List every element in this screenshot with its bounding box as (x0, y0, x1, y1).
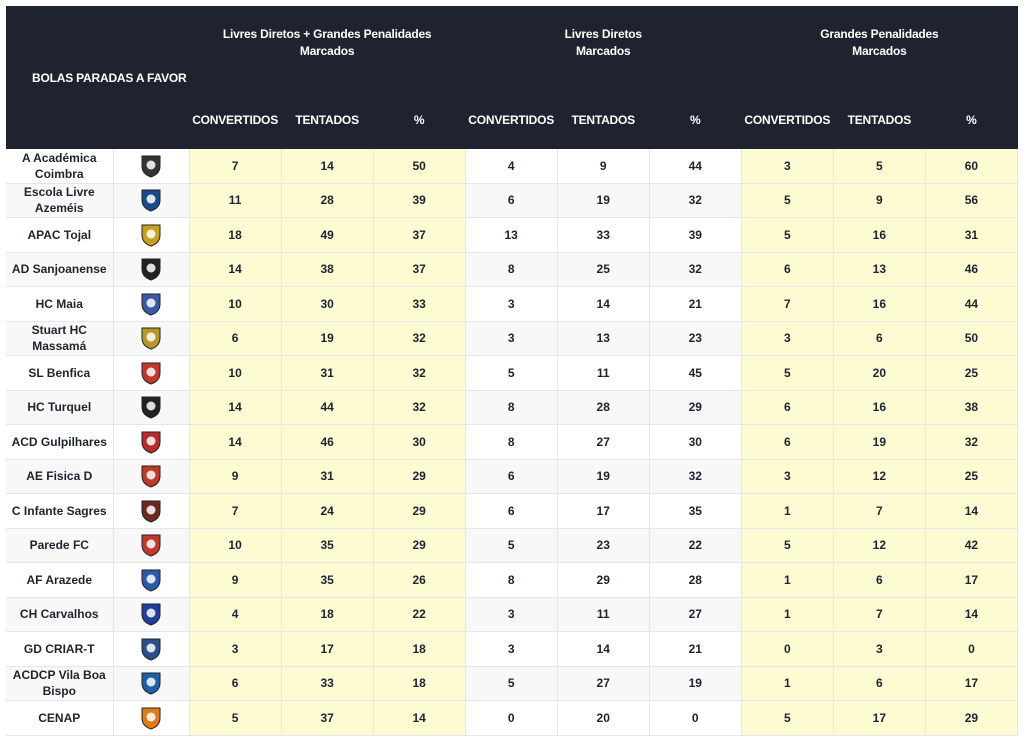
stat-cell: 20 (833, 356, 925, 391)
team-logo-cell (113, 632, 189, 667)
stat-cell: 49 (281, 218, 373, 253)
ad-sanjoanense-crest-icon (138, 256, 164, 282)
stat-cell: 46 (925, 252, 1017, 287)
stat-cell: 3 (833, 632, 925, 667)
stat-cell: 6 (833, 321, 925, 356)
stat-cell: 3 (741, 459, 833, 494)
stat-cell: 6 (741, 252, 833, 287)
stat-cell: 38 (925, 390, 1017, 425)
stat-cell: 0 (741, 632, 833, 667)
stat-cell: 23 (557, 528, 649, 563)
stat-cell: 17 (281, 632, 373, 667)
team-logo-cell (113, 356, 189, 391)
stat-cell: 19 (833, 425, 925, 460)
stat-cell: 28 (649, 563, 741, 598)
team-name[interactable]: ACD Gulpilhares (6, 425, 113, 460)
stat-cell: 31 (281, 356, 373, 391)
stat-cell: 8 (465, 563, 557, 598)
stat-cell: 44 (649, 149, 741, 183)
stat-cell: 46 (281, 425, 373, 460)
table-row (6, 632, 1018, 667)
group-header-penalties: Grandes Penalidades Marcados (741, 6, 1017, 91)
table-row (6, 390, 1018, 425)
stat-cell: 28 (281, 183, 373, 218)
stat-cell: 14 (557, 632, 649, 667)
stat-cell: 7 (189, 494, 281, 529)
stat-cell: 50 (373, 149, 465, 183)
team-name[interactable]: AD Sanjoanense (6, 252, 113, 287)
stat-cell: 29 (649, 390, 741, 425)
team-logo-cell (113, 597, 189, 632)
stat-cell: 30 (281, 287, 373, 322)
table-row (6, 287, 1018, 322)
stat-cell: 14 (189, 390, 281, 425)
stat-cell: 8 (465, 425, 557, 460)
stat-cell: 18 (189, 218, 281, 253)
ae-fisica-crest-icon (138, 463, 164, 489)
stat-cell: 11 (557, 597, 649, 632)
stat-cell: 5 (741, 701, 833, 736)
stat-cell: 3 (465, 321, 557, 356)
stat-cell: 21 (649, 287, 741, 322)
stat-cell: 29 (373, 459, 465, 494)
team-logo-cell (113, 563, 189, 598)
stat-cell: 9 (189, 459, 281, 494)
stat-cell: 28 (557, 390, 649, 425)
stat-cell: 5 (741, 218, 833, 253)
stat-cell: 18 (281, 597, 373, 632)
stat-cell: 1 (741, 563, 833, 598)
stat-cell: 33 (373, 287, 465, 322)
parede-fc-crest-icon (138, 532, 164, 558)
stat-cell: 44 (281, 390, 373, 425)
stat-cell: 0 (649, 701, 741, 736)
stat-cell: 12 (833, 459, 925, 494)
team-name[interactable]: CH Carvalhos (6, 597, 113, 632)
stat-cell: 29 (373, 528, 465, 563)
stat-cell: 14 (925, 597, 1017, 632)
stat-cell: 6 (189, 321, 281, 356)
table-row (6, 321, 1018, 356)
table-row (6, 459, 1018, 494)
stat-cell: 35 (281, 563, 373, 598)
stat-cell: 3 (741, 149, 833, 183)
af-arazede-crest-icon (138, 567, 164, 593)
stat-cell: 9 (189, 563, 281, 598)
stat-cell: 16 (833, 287, 925, 322)
stat-cell: 60 (925, 149, 1017, 183)
stat-cell: 14 (557, 287, 649, 322)
stat-cell: 30 (373, 425, 465, 460)
stat-cell: 13 (833, 252, 925, 287)
stat-cell: 0 (925, 632, 1017, 667)
col-header-percent[interactable]: % (373, 91, 465, 149)
stat-cell: 6 (189, 666, 281, 701)
team-name[interactable]: Parede FC (6, 528, 113, 563)
team-name[interactable]: Stuart HC Massamá (6, 321, 113, 356)
stat-cell: 24 (281, 494, 373, 529)
stat-cell: 29 (557, 563, 649, 598)
stat-cell: 25 (925, 459, 1017, 494)
stat-cell: 3 (741, 321, 833, 356)
team-logo-cell (113, 528, 189, 563)
stat-cell: 6 (833, 563, 925, 598)
stat-cell: 32 (373, 390, 465, 425)
col-header-converted[interactable]: CONVERTIDOS (465, 91, 557, 149)
hc-maia-crest-icon (138, 291, 164, 317)
stat-cell: 26 (373, 563, 465, 598)
stat-cell: 32 (649, 252, 741, 287)
stat-cell: 13 (557, 321, 649, 356)
group-header-direct-free-kicks: Livres Diretos Marcados (465, 6, 741, 91)
stat-cell: 32 (373, 321, 465, 356)
table-row (6, 356, 1018, 391)
hc-turquel-crest-icon (138, 394, 164, 420)
stat-cell: 19 (557, 183, 649, 218)
stat-cell: 27 (649, 597, 741, 632)
table-row (6, 666, 1018, 701)
stat-cell: 7 (741, 287, 833, 322)
stat-cell: 20 (557, 701, 649, 736)
stat-cell: 35 (281, 528, 373, 563)
team-name[interactable]: AE Fisica D (6, 459, 113, 494)
stat-cell: 0 (465, 701, 557, 736)
stat-cell: 6 (465, 459, 557, 494)
table-body (6, 149, 1018, 735)
stat-cell: 5 (189, 701, 281, 736)
team-logo-cell (113, 183, 189, 218)
cenap-crest-icon (138, 705, 164, 731)
stat-cell: 42 (925, 528, 1017, 563)
col-header-attempted[interactable]: TENTADOS (833, 91, 925, 149)
stat-cell: 14 (189, 252, 281, 287)
stat-cell: 8 (465, 252, 557, 287)
gd-criar-t-crest-icon (138, 636, 164, 662)
stat-cell: 39 (649, 218, 741, 253)
stat-cell: 1 (741, 597, 833, 632)
stat-cell: 6 (465, 183, 557, 218)
stat-cell: 30 (649, 425, 741, 460)
stuart-hc-crest-icon (138, 325, 164, 351)
table-row (6, 563, 1018, 598)
stat-cell: 8 (465, 390, 557, 425)
acdcp-vila-boa-crest-icon (138, 670, 164, 696)
team-name[interactable]: AF Arazede (6, 563, 113, 598)
team-name[interactable]: APAC Tojal (6, 218, 113, 253)
stat-cell: 17 (925, 666, 1017, 701)
stat-cell: 37 (281, 701, 373, 736)
stat-cell: 32 (649, 183, 741, 218)
stat-cell: 4 (465, 149, 557, 183)
table-row (6, 425, 1018, 460)
stat-cell: 7 (833, 494, 925, 529)
stat-cell: 12 (833, 528, 925, 563)
stat-cell: 14 (373, 701, 465, 736)
col-header-attempted[interactable]: TENTADOS (281, 91, 373, 149)
stat-cell: 10 (189, 356, 281, 391)
stat-cell: 3 (465, 597, 557, 632)
stat-cell: 6 (465, 494, 557, 529)
stat-cell: 6 (741, 390, 833, 425)
stat-cell: 19 (649, 666, 741, 701)
stat-cell: 17 (833, 701, 925, 736)
team-logo-cell (113, 425, 189, 460)
stat-cell: 19 (281, 321, 373, 356)
stat-cell: 31 (281, 459, 373, 494)
stat-cell: 5 (741, 183, 833, 218)
stat-cell: 38 (281, 252, 373, 287)
stat-cell: 6 (833, 666, 925, 701)
stat-cell: 44 (925, 287, 1017, 322)
team-logo-cell (113, 459, 189, 494)
stat-cell: 23 (649, 321, 741, 356)
infante-sagres-crest-icon (138, 498, 164, 524)
ch-carvalhos-crest-icon (138, 601, 164, 627)
stat-cell: 39 (373, 183, 465, 218)
stat-cell: 1 (741, 494, 833, 529)
col-header-percent[interactable]: % (649, 91, 741, 149)
stat-cell: 27 (557, 425, 649, 460)
stat-cell: 32 (373, 356, 465, 391)
set-pieces-table (6, 6, 1018, 736)
group-header-total: Livres Diretos + Grandes Penalidades Marcados (189, 6, 465, 91)
stat-cell: 16 (833, 218, 925, 253)
table-row (6, 494, 1018, 529)
stat-cell: 37 (373, 252, 465, 287)
team-name[interactable]: HC Turquel (6, 390, 113, 425)
stat-cell: 13 (465, 218, 557, 253)
stat-cell: 9 (833, 183, 925, 218)
stat-cell: 37 (373, 218, 465, 253)
stat-cell: 29 (925, 701, 1017, 736)
table-row (6, 701, 1018, 736)
stat-cell: 14 (281, 149, 373, 183)
escola-livre-crest-icon (138, 187, 164, 213)
stat-cell: 3 (465, 632, 557, 667)
table-row (6, 183, 1018, 218)
stat-cell: 21 (649, 632, 741, 667)
team-logo-cell (113, 252, 189, 287)
stat-cell: 17 (925, 563, 1017, 598)
stat-cell: 22 (649, 528, 741, 563)
stat-cell: 35 (649, 494, 741, 529)
apac-tojal-crest-icon (138, 222, 164, 248)
stat-cell: 6 (741, 425, 833, 460)
stat-cell: 22 (373, 597, 465, 632)
acd-gulpilhares-crest-icon (138, 429, 164, 455)
team-logo-cell (113, 287, 189, 322)
team-logo-cell (113, 390, 189, 425)
team-logo-cell (113, 666, 189, 701)
stat-cell: 5 (465, 528, 557, 563)
stat-cell: 50 (925, 321, 1017, 356)
team-logo-cell (113, 321, 189, 356)
team-name[interactable]: ACDCP Vila Boa Bispo (6, 666, 113, 701)
stat-cell: 5 (741, 528, 833, 563)
team-name[interactable]: Escola Livre Azeméis (6, 183, 113, 218)
stat-cell: 19 (557, 459, 649, 494)
stat-cell: 33 (281, 666, 373, 701)
stat-cell: 10 (189, 528, 281, 563)
stat-cell: 7 (189, 149, 281, 183)
col-header-attempted[interactable]: TENTADOS (557, 91, 649, 149)
table-row (6, 149, 1018, 183)
stat-cell: 17 (557, 494, 649, 529)
stat-cell: 11 (189, 183, 281, 218)
stat-cell: 45 (649, 356, 741, 391)
team-logo-cell (113, 701, 189, 736)
stat-cell: 25 (557, 252, 649, 287)
team-name[interactable]: GD CRIAR-T (6, 632, 113, 667)
stat-cell: 1 (741, 666, 833, 701)
stat-cell: 33 (557, 218, 649, 253)
stat-cell: 5 (465, 356, 557, 391)
stat-cell: 18 (373, 632, 465, 667)
academica-crest-icon (138, 153, 164, 179)
team-name[interactable]: A Académica Coimbra (6, 149, 113, 183)
stat-cell: 5 (833, 149, 925, 183)
stat-cell: 3 (189, 632, 281, 667)
stat-cell: 14 (189, 425, 281, 460)
table-row (6, 252, 1018, 287)
stat-cell: 18 (373, 666, 465, 701)
team-logo-cell (113, 149, 189, 183)
stat-cell: 14 (925, 494, 1017, 529)
stat-cell: 32 (649, 459, 741, 494)
stat-cell: 7 (833, 597, 925, 632)
stat-cell: 32 (925, 425, 1017, 460)
stat-cell: 9 (557, 149, 649, 183)
table-row (6, 597, 1018, 632)
team-name[interactable]: C Infante Sagres (6, 494, 113, 529)
stat-cell: 3 (465, 287, 557, 322)
stat-cell: 56 (925, 183, 1017, 218)
table-row (6, 528, 1018, 563)
col-header-percent[interactable]: % (925, 91, 1017, 149)
table-title: BOLAS PARADAS A FAVOR (6, 6, 189, 149)
stat-cell: 31 (925, 218, 1017, 253)
col-header-converted[interactable]: CONVERTIDOS (189, 91, 281, 149)
stat-cell: 11 (557, 356, 649, 391)
stat-cell: 16 (833, 390, 925, 425)
team-name[interactable]: CENAP (6, 701, 113, 736)
table-row (6, 218, 1018, 253)
team-name[interactable]: SL Benfica (6, 356, 113, 391)
stat-cell: 29 (373, 494, 465, 529)
stat-cell: 10 (189, 287, 281, 322)
stat-cell: 5 (741, 356, 833, 391)
col-header-converted[interactable]: CONVERTIDOS (741, 91, 833, 149)
stat-cell: 27 (557, 666, 649, 701)
team-logo-cell (113, 218, 189, 253)
benfica-crest-icon (138, 360, 164, 386)
stat-cell: 25 (925, 356, 1017, 391)
stat-cell: 4 (189, 597, 281, 632)
team-logo-cell (113, 494, 189, 529)
stat-cell: 5 (465, 666, 557, 701)
team-name[interactable]: HC Maia (6, 287, 113, 322)
